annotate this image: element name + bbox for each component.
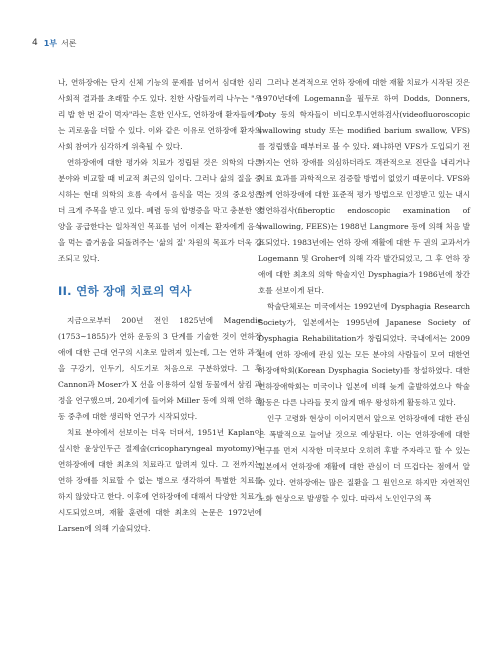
section-heading: II. 연하 장애 치료의 역사 — [58, 284, 192, 298]
body-paragraph: 지금으로부터 200년 전인 1825년에 Magendie (1753~1855)가 연하 운동의 3 단계를 기술한 것이 연하장애에 대한 근대 연구의 시초로 알려져 있는데, 그는 연하 과정을 구강기, 인두기, 식도기로 처음으로 구분하였다. 그 후 Cannon과 Moser가 X 선을 이용하여 실험 동물에서 삼킴 과정을 연구했으며, 20세기에 들어와 Miller 등에 의해 연하 운동 중추에 대한 생리학 연구가 시작되었다. — [58, 316, 262, 421]
right-column — [258, 75, 470, 507]
body-paragraph: 연하장애에 대한 평가와 치료가 정립된 것은 의학의 다른 분야와 비교할 때 비교적 최근의 일이다. 그러나 삶의 질을 중시하는 현대 의학의 흐름 속에서 음식을 먹는 것의 중요성은 더 크게 주목을 받고 있다. 폐렴 등의 합병증을 막고 충분한 영양을 공급한다는 일차적인 목표를 넘어 이제는 환자에게 음식을 먹는 즐거움을 되돌려주는 '삶의 질' 차원의 목표가 더욱 강조되고 있다. — [58, 158, 262, 263]
body-paragraph: 그러나 본격적으로 연하 장애에 대한 재활 치료가 시작된 것은 1970년대에 Logemann을 필두로 하여 Dodds, Donners, Doty 등의 학자들이 비디오투시연하검사(videofluoroscopic swallowing study 또는 modified barium swallow, VFS)를 정립했을 때부터로 볼 수 있다. 왜냐하면 VFS가 도입되기 전까지는 연하 장애를 의심하더라도 객관적으로 진단을 내리거나 치료 효과를 과학적으로 검증할 방법이 없었기 때문이다. VFS와 함께 연하장애에 대한 표준적 평가 방법으로 인정받고 있는 내시경연하검사(fiberoptic endoscopic examination of swallowing, FEES)는 1988년 Langmore 등에 의해 처음 발표되었다. 1983년에는 연하 장애 재활에 대한 두 권의 교과서가 Logemann 및 Groher에 의해 각각 발간되었고, 그 후 연하 장애에 대한 최초의 의학 학술지인 Dysphagia가 1986년에 창간호를 선보이게 된다. — [258, 78, 470, 295]
body-paragraph: 학술단체로는 미국에서는 1992년에 Dysphagia Research Society가, 일본에서는 1995년에 Japanese Society of Dysphagia Rehabilitation가 창립되었다. 국내에서는 2009년에 연하 장애에 관심 있는 모든 분야의 사람들이 모여 대한연하장애학회(Korean Dysphagia Society)를 창설하였다. 대한연하장애학회는 미국이나 일본에 비해 늦게 출발하였으나 학술 활동은 다른 나라들 못지 않게 매우 왕성하게 활동하고 있다. — [258, 302, 470, 407]
chapter-label: 서론 — [61, 38, 77, 48]
body-paragraph: 치료 분야에서 선보이는 더욱 더뎌서, 1951년 Kaplan이 실시한 윤상인두근 절제술(cricopharyngeal myotomy)이 연하장애에 대한 최초의 치료라고 알려져 있다. 그 전까지는 연하 장애를 치료할 수 없는 병으로 생각하여 특별한 치료를 하지 않았다고 한다. 이후에 연하장애에 대해서 다양한 치료가 시도되었으며, 재활 훈련에 대한 최초의 논문은 1972년에 Larsen에 의해 기술되었다. — [58, 428, 262, 533]
page-number: 4 — [32, 38, 38, 48]
body-paragraph: 나, 연하장애는 단지 신체 기능의 문제를 넘어서 심대한 심리사회적 결과를 초래할 수도 있다. 친한 사람들끼리 나누는 "우리 밥 한 번 같이 먹자"라는 흔한 인사도, 연하장애 환자들에게는 괴로움을 더할 수 있다. 이와 같은 이유로 연하장애 환자의 사회 참여가 심각하게 위축될 수 있다. — [58, 78, 262, 151]
body-paragraph: 인구 고령화 현상이 이어지면서 앞으로 연하장애에 대한 관심은 폭발적으로 늘어날 것으로 예상된다. 이는 연하장애에 대한 연구를 먼저 시작한 미국보다 오히려 후발 주자라고 할 수 있는 일본에서 연하장애 재활에 대한 관심이 더 뜨겁다는 점에서 알 수 있다. 연하장애는 많은 질환을 그 원인으로 하지만 자연적인 노화 현상으로 발생할 수 있다. 따라서 노인인구의 폭 — [258, 414, 470, 503]
running-header — [32, 36, 77, 50]
part-label: 1부 — [43, 38, 58, 48]
left-column — [58, 75, 262, 537]
